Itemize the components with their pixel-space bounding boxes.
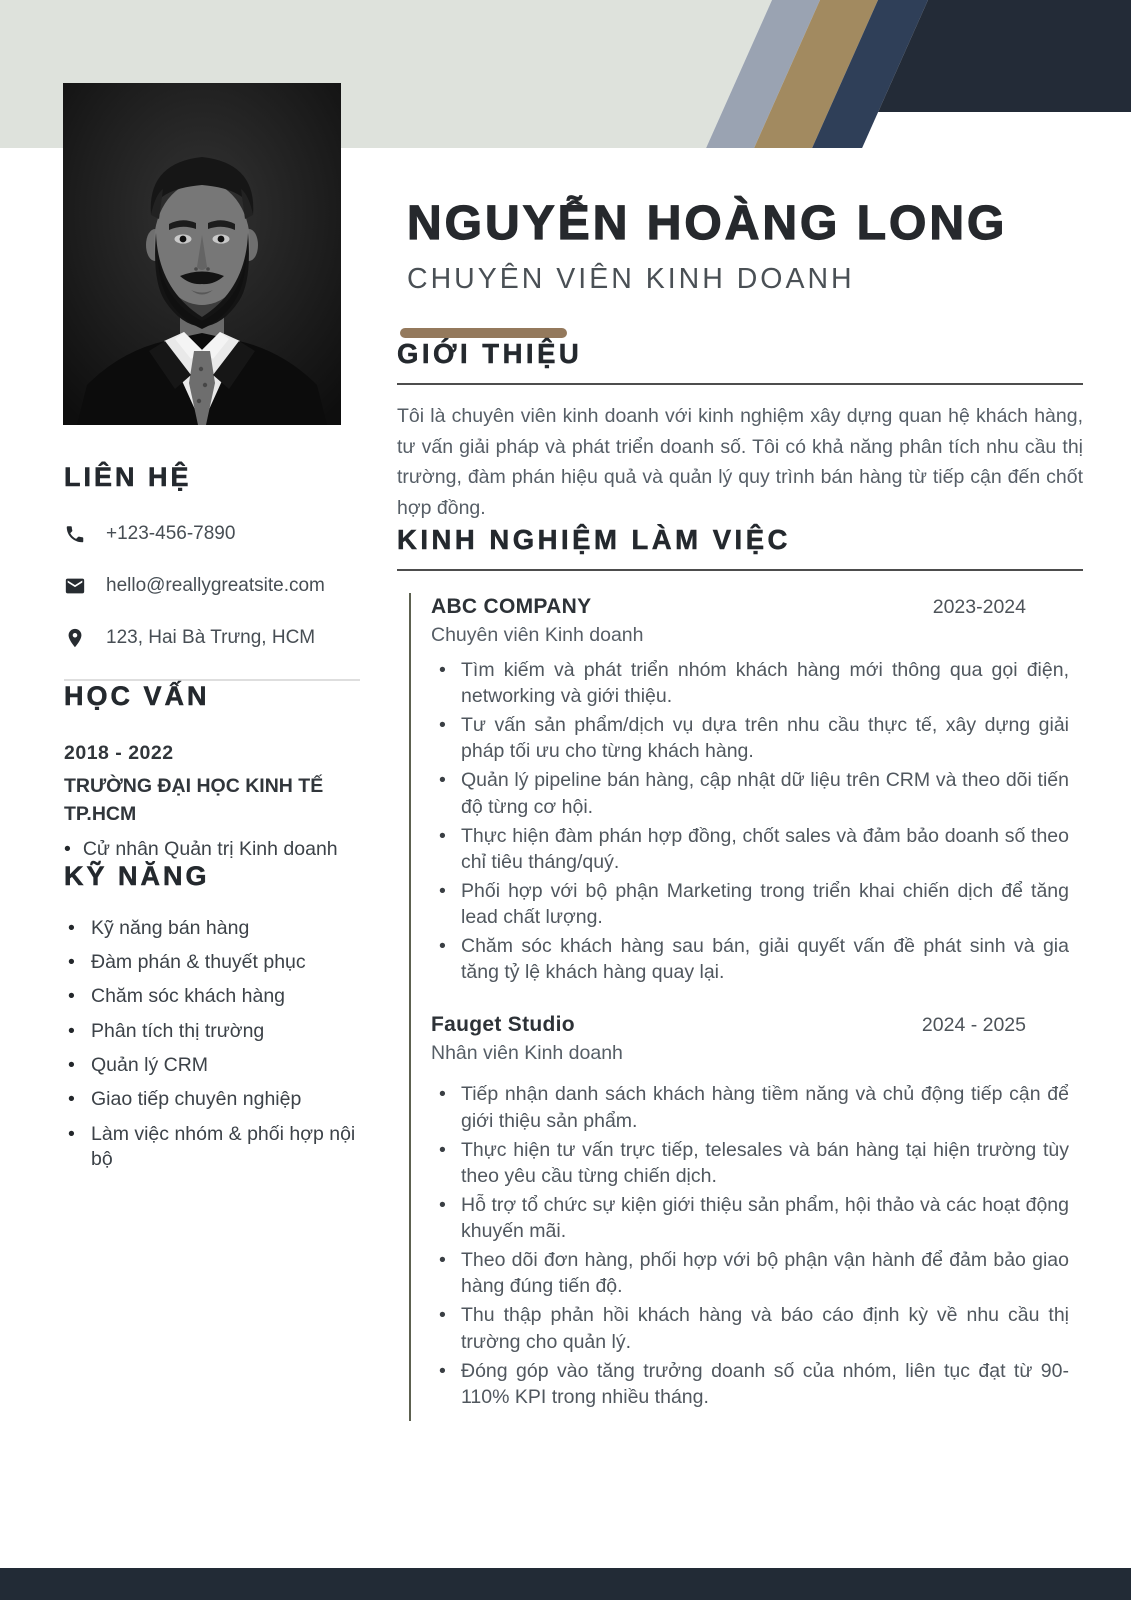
profile-photo: [63, 83, 341, 425]
education-school: TRƯỜNG ĐẠI HỌC KINH TẾ TP.HCM: [64, 775, 324, 826]
skill-item: • Giao tiếp chuyên nghiệp: [64, 1087, 362, 1112]
skill-item: • Kỹ năng bán hàng: [64, 916, 362, 941]
job-duty-item: • Thực hiện đàm phán hợp đồng, chốt sales và đảm bảo doanh số theo chỉ tiêu tháng/quý.: [431, 823, 1069, 875]
education-years: 2018 - 2022: [64, 742, 174, 764]
skill-item: • Làm việc nhóm & phối hợp nội bộ: [64, 1122, 362, 1173]
skill-item: • Chăm sóc khách hàng: [64, 984, 362, 1009]
job-period: 2024 - 2025: [921, 1014, 1026, 1037]
job-duty-item: • Theo dõi đơn hàng, phối hợp với bộ phận vận hành để đảm bảo giao hàng đúng tiến độ.: [431, 1247, 1069, 1299]
job-duty-item: • Chăm sóc khách hàng sau bán, giải quyết vấn đề phát sinh và gia tăng tỷ lệ khách hàng quay lại.: [431, 933, 1069, 985]
job-company: Fauget Studio: [431, 1013, 575, 1037]
contact-text: hello@reallygreatsite.com: [106, 575, 325, 596]
bullet-marker: •: [64, 837, 71, 860]
education-degree-text: Cử nhân Quản trị Kinh doanh: [82, 837, 338, 860]
footer-bar: [0, 1568, 1131, 1600]
job-duty-item: • Quản lý pipeline bán hàng, cập nhật dữ liệu trên CRM và theo dõi tiến độ từng cơ hội.: [431, 767, 1069, 819]
jobs-list: [409, 593, 1083, 1421]
contact-list: [64, 523, 362, 649]
job-duty-item: • Tiếp nhận danh sách khách hàng tiềm năng và chủ động tiếp cận để giới thiệu sản phẩm.: [431, 1081, 1069, 1133]
job-entry: [431, 1013, 1083, 1410]
about-rule: [397, 383, 1083, 385]
education-heading: HỌC VẤN: [64, 681, 210, 711]
email-icon: [64, 575, 86, 597]
skill-item: • Phân tích thị trường: [64, 1019, 362, 1044]
job-duty-item: • Thực hiện tư vấn trực tiếp, telesales và bán hàng tại hiện trường tùy theo yêu cầu từng chiến dịch.: [431, 1137, 1069, 1189]
job-duty-item: • Thu thập phản hồi khách hàng và báo cáo định kỳ về nhu cầu thị trường cho quản lý.: [431, 1302, 1069, 1354]
skill-item: • Quản lý CRM: [64, 1053, 362, 1078]
job-duty-item: • Phối hợp với bộ phận Marketing trong triển khai chiến dịch để tăng lead chất lượng.: [431, 878, 1069, 930]
job-role: Chuyên viên Kinh doanh: [431, 623, 644, 646]
portrait-illustration: [63, 83, 341, 425]
experience-heading: KINH NGHIỆM LÀM VIỆC: [397, 523, 791, 555]
about-text: Tôi là chuyên viên kinh doanh với kinh nghiệm xây dựng quan hệ khách hàng, tư vấn giải pháp và phát triển doanh số. Tôi có khả năng phân tích nhu cầu thị trường, đàm phán hiệu quả và quản lý quy trình bán hàng từ tiếp cận đến chốt hợp đồng.: [397, 404, 1083, 520]
phone-icon: [64, 523, 86, 545]
job-role: Nhân viên Kinh doanh: [431, 1042, 623, 1065]
skill-item: • Đàm phán & thuyết phục: [64, 950, 362, 975]
experience-rule: [397, 569, 1083, 571]
contact-row: [64, 627, 362, 649]
job-duty-item: • Hỗ trợ tổ chức sự kiện giới thiệu sản phẩm, hội thảo và các hoạt động khuyến mãi.: [431, 1192, 1069, 1244]
education-degree: [64, 838, 362, 861]
job-entry: [431, 595, 1083, 986]
job-header: [431, 1013, 1083, 1037]
skills-heading: KỸ NĂNG: [64, 860, 210, 891]
contact-text: +123-456-7890: [106, 523, 236, 544]
about-heading: GIỚI THIỆU: [397, 337, 583, 369]
job-duties: [431, 1081, 1083, 1410]
job-duties: [431, 657, 1083, 986]
accent-bar: [400, 328, 567, 338]
job-duty-item: • Đóng góp vào tăng trưởng doanh số của nhóm, liên tục đạt từ 90-110% KPI trong nhiều tháng.: [431, 1358, 1069, 1410]
person-name: NGUYỄN HOÀNG LONG: [407, 197, 1008, 250]
contact-text: 123, Hai Bà Trưng, HCM: [106, 627, 316, 648]
location-icon: [64, 627, 86, 649]
contact-heading: LIÊN HỆ: [64, 462, 192, 492]
skills-list: [64, 916, 362, 1173]
job-company: ABC COMPANY: [431, 594, 592, 618]
sidebar: [64, 462, 362, 1181]
job-header: [431, 595, 1083, 619]
contact-row: [64, 575, 362, 597]
job-period: 2023-2024: [932, 595, 1026, 618]
main-content: [397, 198, 1083, 1421]
job-duty-item: • Tư vấn sản phẩm/dịch vụ dựa trên nhu cầu thực tế, xây dựng giải pháp tối ưu cho từng khách hàng.: [431, 712, 1069, 764]
job-duty-item: • Tìm kiếm và phát triển nhóm khách hàng mới thông qua gọi điện, networking và giới thiệu.: [431, 657, 1069, 709]
person-title: CHUYÊN VIÊN KINH DOANH: [407, 262, 855, 295]
contact-row: [64, 523, 362, 545]
